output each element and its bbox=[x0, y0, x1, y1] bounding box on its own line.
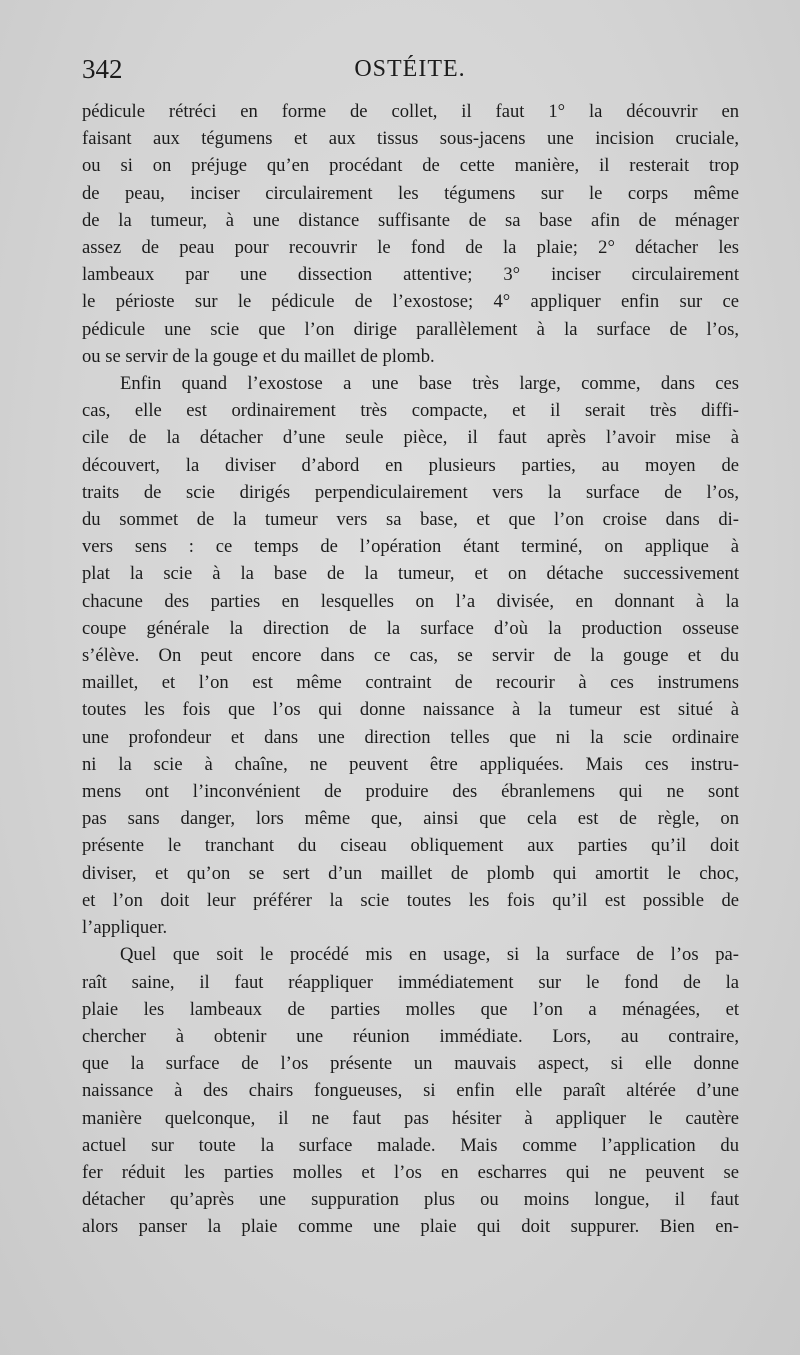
text-line: une profondeur et dans une direction telles que ni la scie ordinaire bbox=[82, 726, 739, 748]
text-line: Quel que soit le procédé mis en usage, si la surface de l’os pa- bbox=[120, 944, 739, 966]
text-line: pédicule rétréci en forme de collet, il faut 1° la découvrir en bbox=[82, 101, 739, 122]
paragraph-1 bbox=[82, 98, 739, 370]
text-line: chacune des parties en lesquelles on l’a divisée, en donnant à la bbox=[82, 590, 739, 612]
text-line: et l’on doit leur préférer la scie toutes les fois qu’il est possible de bbox=[82, 889, 739, 911]
text-line: découvert, la diviser d’abord en plusieurs parties, au moyen de bbox=[82, 454, 739, 476]
text-line: Enfin quand l’exostose a une base très large, comme, dans ces bbox=[120, 373, 739, 395]
text-line: détacher qu’après une suppuration plus ou moins longue, il faut bbox=[82, 1189, 739, 1211]
text-line: mens ont l’inconvénient de produire des ébranlemens qui ne sont bbox=[82, 781, 739, 803]
paragraph-3 bbox=[82, 941, 739, 1240]
text-line: ou si on préjuge qu’en procédant de cette manière, il resterait trop bbox=[82, 155, 739, 177]
text-line: l’appliquer. bbox=[82, 917, 168, 939]
text-line: coupe générale la direction de la surface d’où la production osseuse bbox=[82, 617, 739, 639]
text-line: toutes les fois que l’os qui donne naissance à la tumeur est situé à bbox=[82, 699, 739, 721]
text-line: manière quelconque, il ne faut pas hésiter à appliquer le cautère bbox=[82, 1107, 739, 1129]
text-line: maillet, et l’on est même contraint de recourir à ces instrumens bbox=[82, 672, 739, 694]
text-line: cile de la détacher d’une seule pièce, il faut après l’avoir mise à bbox=[82, 427, 739, 449]
text-line: ou se servir de la gouge et du maillet de plomb. bbox=[82, 345, 435, 367]
text-line: actuel sur toute la surface malade. Mais comme l’application du bbox=[82, 1134, 739, 1156]
text-line: fer réduit les parties molles et l’os en escharres qui ne peuvent se bbox=[82, 1161, 739, 1183]
text-line: assez de peau pour recouvrir le fond de la plaie; 2° détacher les bbox=[82, 237, 739, 259]
text-line: s’élève. On peut encore dans ce cas, se servir de la gouge et du bbox=[82, 645, 739, 667]
body-text bbox=[82, 98, 739, 1241]
page-number: 342 bbox=[82, 54, 123, 84]
text-line: que la surface de l’os présente un mauvais aspect, si elle donne bbox=[82, 1053, 739, 1075]
text-line: lambeaux par une dissection attentive; 3° inciser circulairement bbox=[82, 264, 739, 286]
text-line: plat la scie à la base de la tumeur, et on détache successivement bbox=[82, 563, 739, 585]
text-line: faisant aux tégumens et aux tissus sous-jacens une incision cruciale, bbox=[82, 128, 739, 150]
paragraph-2 bbox=[82, 370, 739, 941]
text-line: de la tumeur, à une distance suffisante de sa base afin de ménager bbox=[82, 209, 739, 231]
text-line: diviser, et qu’on se sert d’un maillet de plomb qui amortit le choc, bbox=[82, 862, 739, 884]
text-line: vers sens : ce temps de l’opération étant terminé, on applique à bbox=[82, 536, 739, 558]
text-line: naissance à des chairs fongueuses, si enfin elle paraît altérée d’une bbox=[82, 1080, 739, 1102]
text-line: de peau, inciser circulairement les tégumens sur le corps même bbox=[82, 182, 739, 204]
text-line: ni la scie à chaîne, ne peuvent être appliquées. Mais ces instru- bbox=[82, 753, 739, 775]
text-line: chercher à obtenir une réunion immédiate. Lors, au contraire, bbox=[82, 1025, 739, 1047]
text-line: plaie les lambeaux de parties molles que l’on a ménagées, et bbox=[82, 998, 739, 1020]
running-title: OSTÉITE. bbox=[354, 56, 466, 82]
text-line: présente le tranchant du ciseau obliquement aux parties qu’il doit bbox=[82, 835, 739, 857]
text-line: raît saine, il faut réappliquer immédiatement sur le fond de la bbox=[82, 971, 739, 993]
text-line: le périoste sur le pédicule de l’exostose; 4° appliquer enfin sur ce bbox=[82, 291, 739, 313]
text-line: pas sans danger, lors même que, ainsi que cela est de règle, on bbox=[82, 808, 739, 830]
text-line: du sommet de la tumeur vers sa base, et que l’on croise dans di- bbox=[82, 509, 739, 531]
text-line: traits de scie dirigés perpendiculairement vers la surface de l’os, bbox=[82, 481, 739, 503]
text-line: cas, elle est ordinairement très compacte, et il serait très diffi- bbox=[82, 400, 739, 422]
text-line: alors panser la plaie comme une plaie qui doit suppurer. Bien en- bbox=[82, 1216, 739, 1238]
running-head bbox=[82, 54, 738, 86]
text-line: pédicule une scie que l’on dirige parallèlement à la surface de l’os, bbox=[82, 318, 739, 340]
